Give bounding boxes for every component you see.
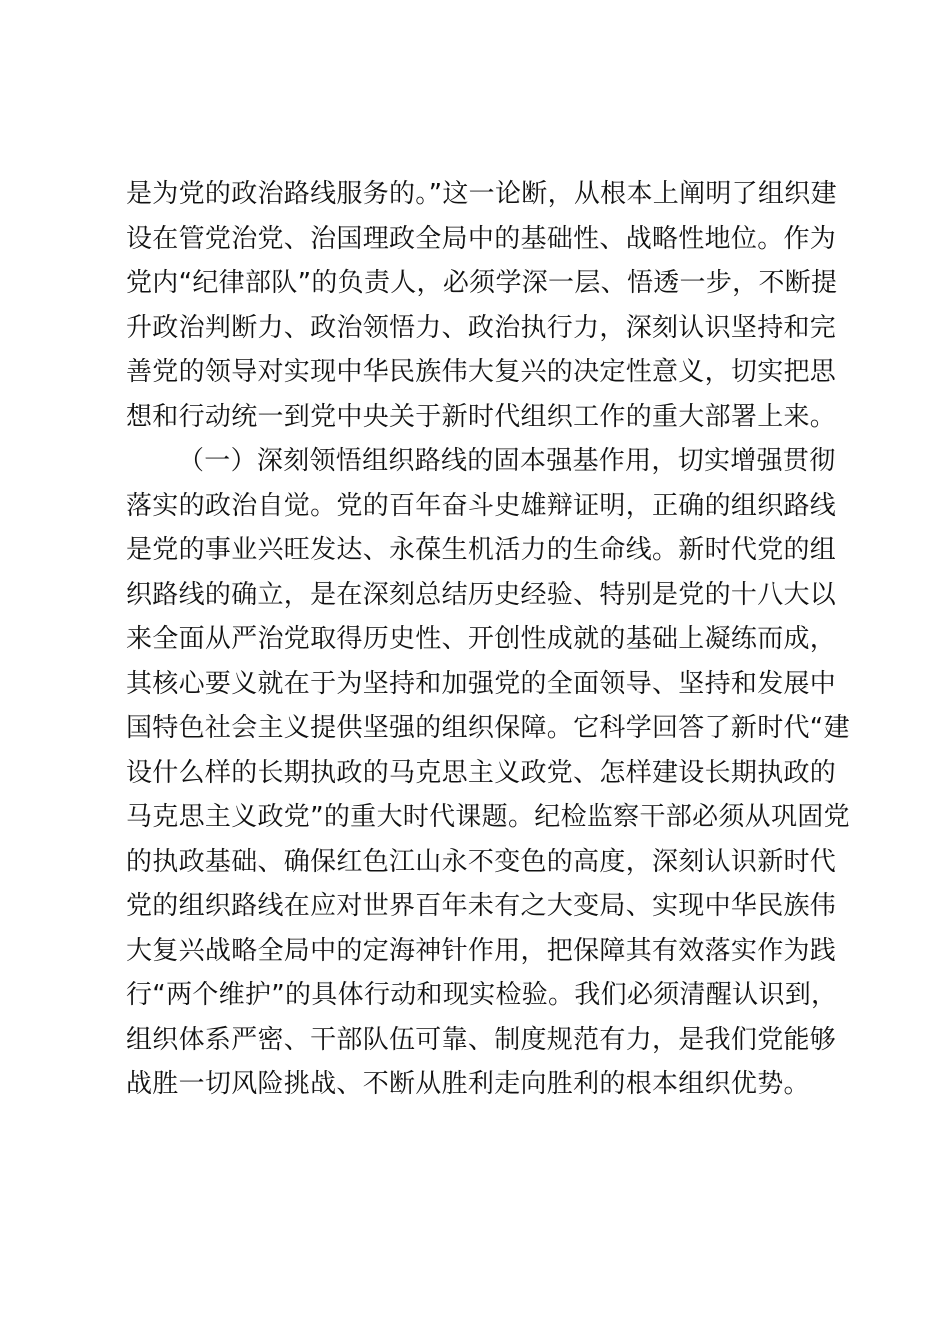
- paragraph-1: [126, 172, 836, 439]
- text-line: 想和行动统一到党中央关于新时代组织工作的重大部署上来。: [126, 401, 837, 432]
- text-line: 善党的领导对实现中华民族伟大复兴的决定性意义，切实把思: [126, 357, 837, 387]
- text-line: 是为党的政治路线服务的。”这一论断，从根本上阐明了组织建: [126, 179, 837, 209]
- text-line: 织路线的确立，是在深刻总结历史经验、特别是党的十八大以: [126, 579, 837, 610]
- text-line: 是党的事业兴旺发达、永葆生机活力的生命线。新时代党的组: [126, 535, 837, 565]
- text-line: 党内“纪律部队”的负责人，必须学深一层、悟透一步，不断提: [126, 268, 838, 298]
- text-line: 来全面从严治党取得历史性、开创性成就的基础上凝练而成，: [126, 624, 837, 654]
- paragraph-2: [126, 439, 850, 1107]
- text-line: 其核心要义就在于为坚持和加强党的全面领导、坚持和发展中: [126, 668, 837, 699]
- text-line: 设在管党治党、治国理政全局中的基础性、战略性地位。作为: [126, 223, 837, 254]
- text-line: 的执政基础、确保红色江山永不变色的高度，深刻认识新时代: [126, 846, 837, 877]
- text-line: 国特色社会主义提供坚强的组织保障。它科学回答了新时代“建: [126, 713, 850, 743]
- text-line: 落实的政治自觉。党的百年奋斗史雄辩证明，正确的组织路线: [126, 490, 837, 521]
- text-line: 马克思主义政党”的重大时代课题。纪检监察干部必须从巩固党: [126, 802, 850, 832]
- text-line: 设什么样的长期执政的马克思主义政党、怎样建设长期执政的: [126, 757, 837, 788]
- text-line: 党的组织路线在应对世界百年未有之大变局、实现中华民族伟: [126, 891, 837, 921]
- text-line: 战胜一切风险挑战、不断从胜利走向胜利的根本组织优势。: [126, 1069, 810, 1099]
- text-line: 组织体系严密、干部队伍可靠、制度规范有力，是我们党能够: [126, 1024, 837, 1055]
- text-line: （一）深刻领悟组织路线的固本强基作用，切实增强贯彻: [178, 446, 836, 476]
- text-line: 升政治判断力、政治领悟力、政治执行力，深刻认识坚持和完: [126, 312, 837, 343]
- text-line: 大复兴战略全局中的定海神针作用，把保障其有效落实作为践: [126, 935, 837, 966]
- text-line: 行“两个维护”的具体行动和现实检验。我们必须清醒认识到，: [126, 980, 838, 1010]
- document-body: [126, 172, 850, 1107]
